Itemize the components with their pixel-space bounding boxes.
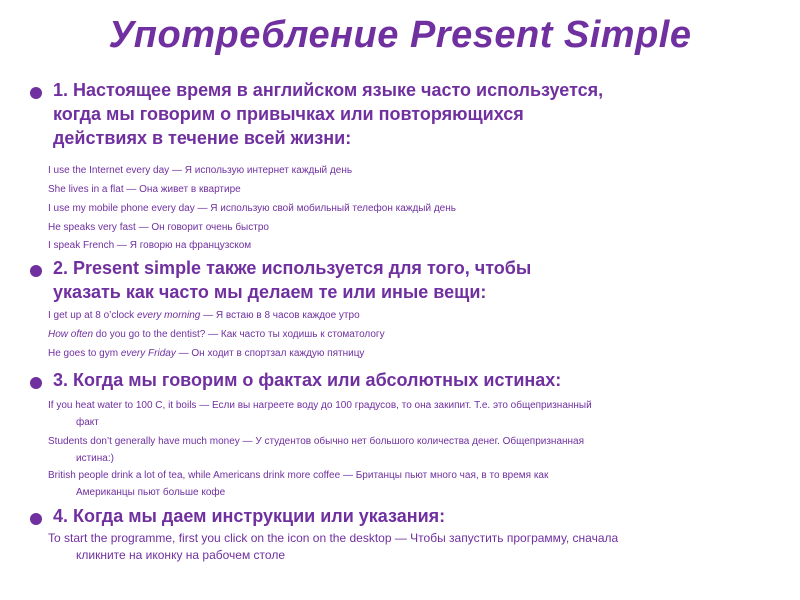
example-text: Американцы пьют больше кофе [76, 487, 226, 498]
example-line: He speaks very fast — Он говорит очень быстро [48, 222, 269, 233]
example-line [48, 467, 763, 501]
bullet-icon [30, 513, 42, 525]
example-line: I use my mobile phone every day — Я использую свой мобильный телефон каждый день [48, 203, 456, 214]
section-1-heading-line-3: действиях в течение всей жизни: [53, 128, 352, 148]
example-line [48, 307, 360, 324]
example-emphasis: every Friday [120, 348, 176, 359]
example-text: To start the programme, first you click on the icon on the desktop — Чтобы запустить программу, сначала [48, 531, 619, 545]
example-line: She lives in a flat — Она живет в квартире [48, 184, 241, 195]
example-line [48, 326, 385, 343]
section-1-heading [53, 78, 603, 150]
example-text: do you go to the dentist? — Как часто ты ходишь к стоматологу [93, 329, 385, 340]
example-text: If you heat water to 100 C, it boils — Если вы нагреете воду до 100 градусов, то она закипит. Т.е. это общепризнанный [48, 400, 592, 411]
example-line [48, 433, 763, 467]
example-line: I speak French — Я говорю на французском [48, 240, 252, 251]
example-line [48, 530, 768, 564]
example-line [48, 345, 364, 362]
bullet-icon [30, 265, 42, 277]
example-text: кликните на иконку на рабочем столе [76, 548, 286, 562]
example-text: Students don’t generally have much money — У студентов обычно нет большого количества денег. Общепризнанная [48, 436, 585, 447]
section-1-heading-line-1: 1. Настоящее время в английском языке часто используется, [53, 80, 604, 100]
example-text: — Он ходит в спортзал каждую пятницу [175, 348, 365, 359]
example-emphasis: every morning [136, 310, 201, 321]
section-3-heading: 3. Когда мы говорим о фактах или абсолютных истинах: [53, 370, 562, 390]
example-text: I get up at 8 o’clock [48, 310, 137, 321]
section-1-heading-line-2: когда мы говорим о привычках или повторяющихся [53, 104, 524, 124]
page-title: Употребление Present Simple [108, 14, 692, 56]
example-emphasis: How often [48, 329, 94, 340]
section-2-heading-line-1: 2. Present simple также используется для того, чтобы [53, 258, 532, 278]
example-text: истина:) [76, 453, 114, 464]
section-4-heading: 4. Когда мы даем инструкции или указания: [53, 506, 446, 526]
example-line: I use the Internet every day — Я использую интернет каждый день [48, 165, 353, 176]
section-2-heading [53, 256, 531, 304]
example-text: факт [76, 417, 99, 428]
section-2-heading-line-2: указать как часто мы делаем те или иные вещи: [53, 282, 487, 302]
example-line [48, 397, 763, 431]
bullet-icon [30, 87, 42, 99]
bullet-icon [30, 377, 42, 389]
example-text: British people drink a lot of tea, while Americans drink more coffee — Британцы пьют много чая, в то время как [48, 470, 549, 481]
example-text: — Я встаю в 8 часов каждое утро [200, 310, 360, 321]
example-text: He goes to gym [48, 348, 121, 359]
